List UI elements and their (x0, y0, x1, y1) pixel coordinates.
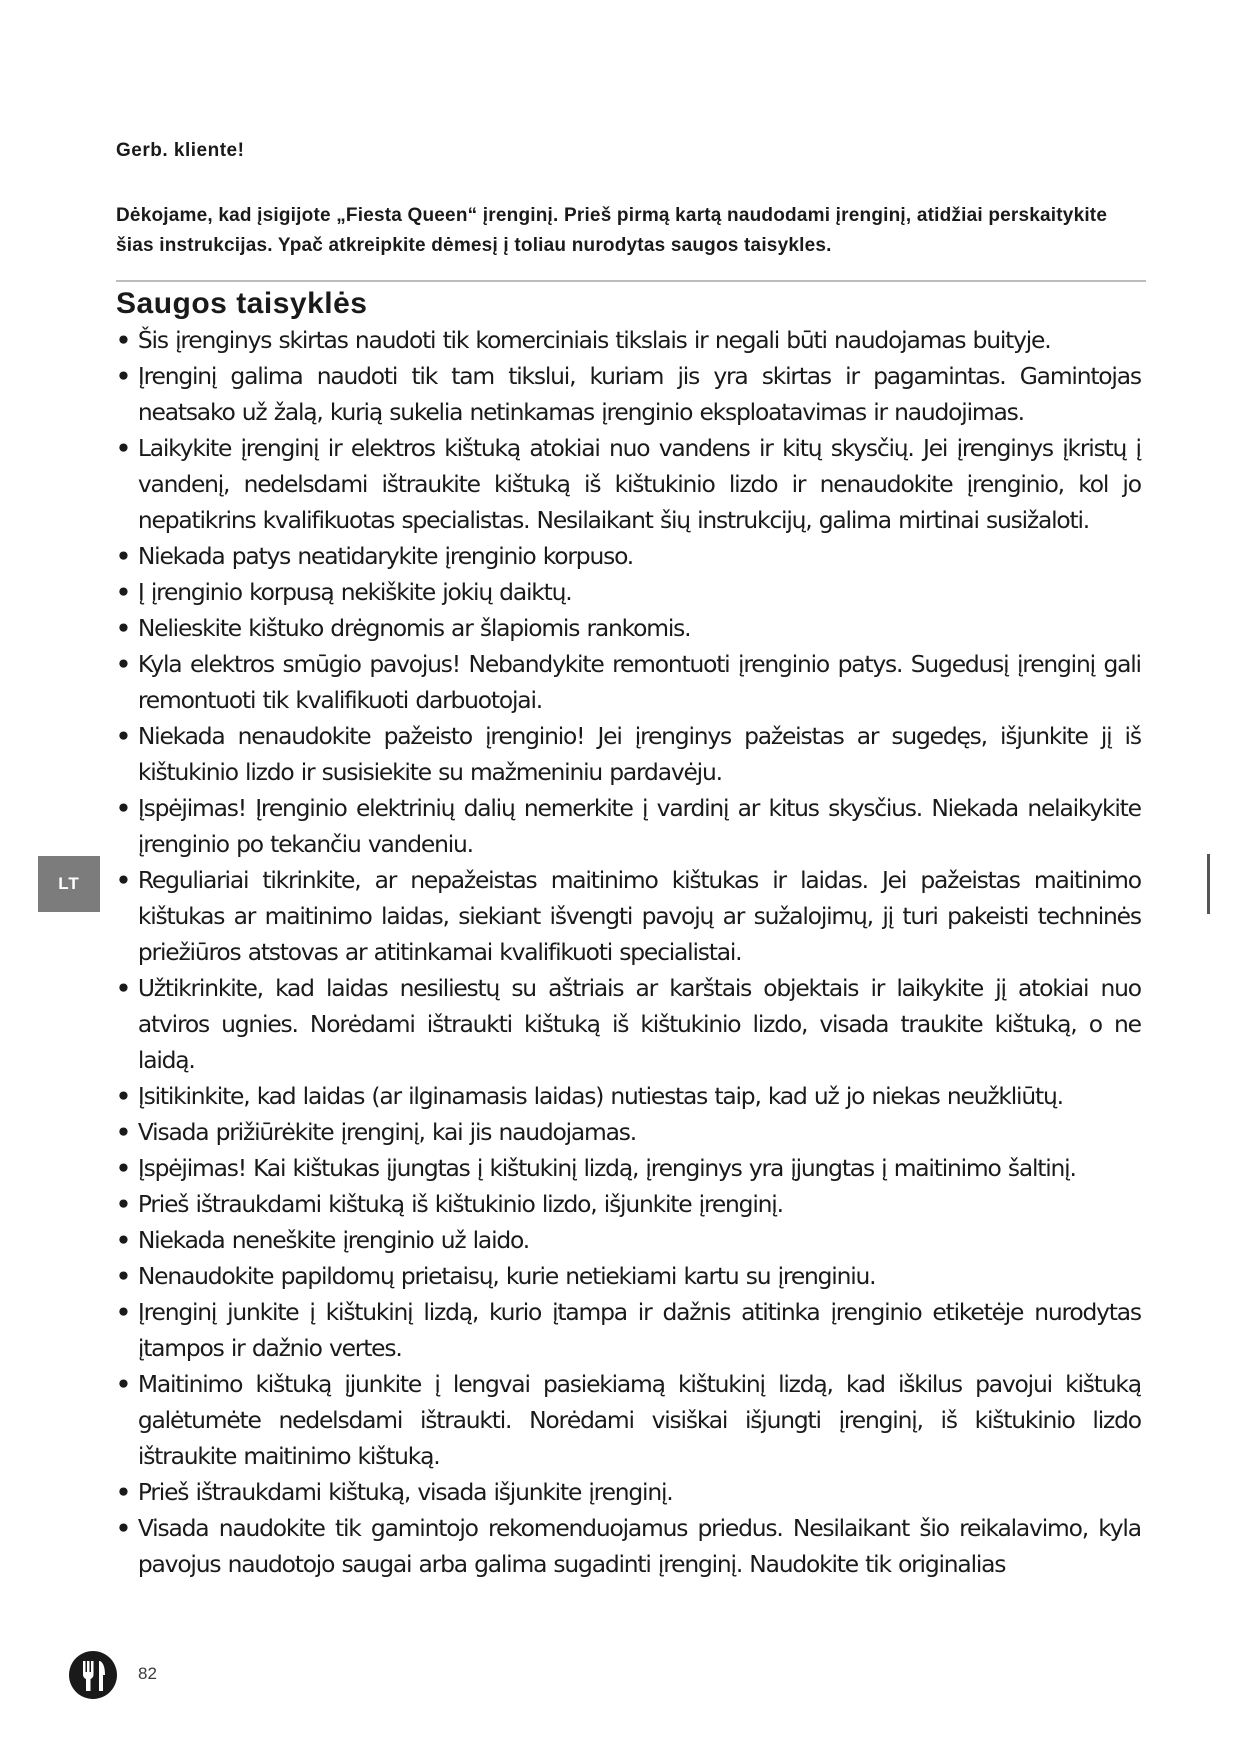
divider (116, 280, 1146, 282)
list-item: • Visada prižiūrėkite įrenginį, kai jis naudojamas. (116, 1114, 1141, 1150)
list-item: • Užtikrinkite, kad laidas nesiliestų su aštriais ar karštais objektais ir laikykite jį atokiai nuo atviros ugnies. Norėdami ištraukti kištuką iš kištukinio lizdo, visada traukite kištuką, o ne laidą. (116, 970, 1141, 1078)
list-item: • Reguliariai tikrinkite, ar nepažeistas maitinimo kištukas ir laidas. Jei pažeistas maitinimo kištukas ar maitinimo laidas, siekiant išvengti pavojų ar sužalojimų, jį turi pakeisti techninės priežiūros atstovas ar atitinkamai kvalifikuoti specialistai. (116, 862, 1141, 970)
list-item: • Prieš ištraukdami kištuką iš kištukinio lizdo, išjunkite įrenginį. (116, 1186, 1141, 1222)
list-item: • Į įrenginio korpusą nekiškite jokių daiktų. (116, 574, 1141, 610)
safety-list (116, 322, 1146, 1582)
list-item: • Prieš ištraukdami kištuką, visada išjunkite įrenginį. (116, 1474, 1141, 1510)
list-item: • Laikykite įrenginį ir elektros kištuką atokiai nuo vandens ir kitų skysčių. Jei įrenginys įkristų į vandenį, nedelsdami ištraukite kištuką iš kištukinio lizdo ir nenaudokite įrenginio, kol jo nepatikrins kvalifikuotas specialistas. Nesilaikant šių instrukcijų, galima mirtinai susižaloti. (116, 430, 1141, 538)
list-item: • Įspėjimas! Kai kištukas įjungtas į kištukinį lizdą, įrenginys yra įjungtas į maitinimo šaltinį. (116, 1150, 1141, 1186)
list-item: • Maitinimo kištuką įjunkite į lengvai pasiekiamą kištukinį lizdą, kad iškilus pavojui kištuką galėtumėte nedelsdami ištraukti. Norėdami visiškai išjungti įrenginį, iš kištukinio lizdo ištraukite maitinimo kištuką. (116, 1366, 1141, 1474)
list-item: • Kyla elektros smūgio pavojus! Nebandykite remontuoti įrenginio patys. Sugedusį įrenginį gali remontuoti tik kvalifikuoti darbuotojai. (116, 646, 1141, 718)
list-item: • Visada naudokite tik gamintojo rekomenduojamus priedus. Nesilaikant šio reikalavimo, kyla pavojus naudotojo saugai arba galima sugadinti įrenginį. Naudokite tik originalias (116, 1510, 1141, 1582)
margin-marker (1207, 854, 1210, 914)
list-item: • Įsitikinkite, kad laidas (ar ilginamasis laidas) nutiestas taip, kad už jo niekas neužkliūtų. (116, 1078, 1141, 1114)
section-title: Saugos taisyklės (116, 287, 368, 320)
list-item: • Šis įrenginys skirtas naudoti tik komerciniais tikslais ir negali būti naudojamas buityje. (116, 322, 1141, 358)
intro-paragraph: Dėkojame, kad įsigijote „Fiesta Queen“ įrenginį. Prieš pirmą kartą naudodami įrenginį, atidžiai perskaitykite šias instrukcijas. Ypač atkreipkite dėmesį į toliau nurodytas saugos taisykles. (116, 205, 1108, 256)
page-number: 82 (138, 1664, 157, 1683)
list-item: • Nelieskite kištuko drėgnomis ar šlapiomis rankomis. (116, 610, 1141, 646)
greeting: Gerb. kliente! (116, 140, 245, 161)
list-item: • Nenaudokite papildomų prietaisų, kurie netiekiami kartu su įrenginiu. (116, 1258, 1141, 1294)
list-item: • Niekada patys neatidarykite įrenginio korpuso. (116, 538, 1141, 574)
list-item: • Niekada nenaudokite pažeisto įrenginio! Jei įrenginys pažeistas ar sugedęs, išjunkite jį iš kištukinio lizdo ir susisiekite su mažmeniniu pardavėju. (116, 718, 1141, 790)
list-item: • Įspėjimas! Įrenginio elektrinių dalių nemerkite į vardinį ar kitus skysčius. Niekada nelaikykite įrenginio po tekančiu vandeniu. (116, 790, 1141, 862)
cutlery-logo-icon (68, 1650, 118, 1700)
language-tab: LT (38, 856, 100, 912)
list-item: • Įrenginį junkite į kištukinį lizdą, kurio įtampa ir dažnis atitinka įrenginio etiketėje nurodytas įtampos ir dažnio vertes. (116, 1294, 1141, 1366)
list-item: • Įrenginį galima naudoti tik tam tikslui, kuriam jis yra skirtas ir pagamintas. Gamintojas neatsako už žalą, kurią sukelia netinkamas įrenginio eksploatavimas ir naudojimas. (116, 358, 1141, 430)
list-item: • Niekada neneškite įrenginio už laido. (116, 1222, 1141, 1258)
